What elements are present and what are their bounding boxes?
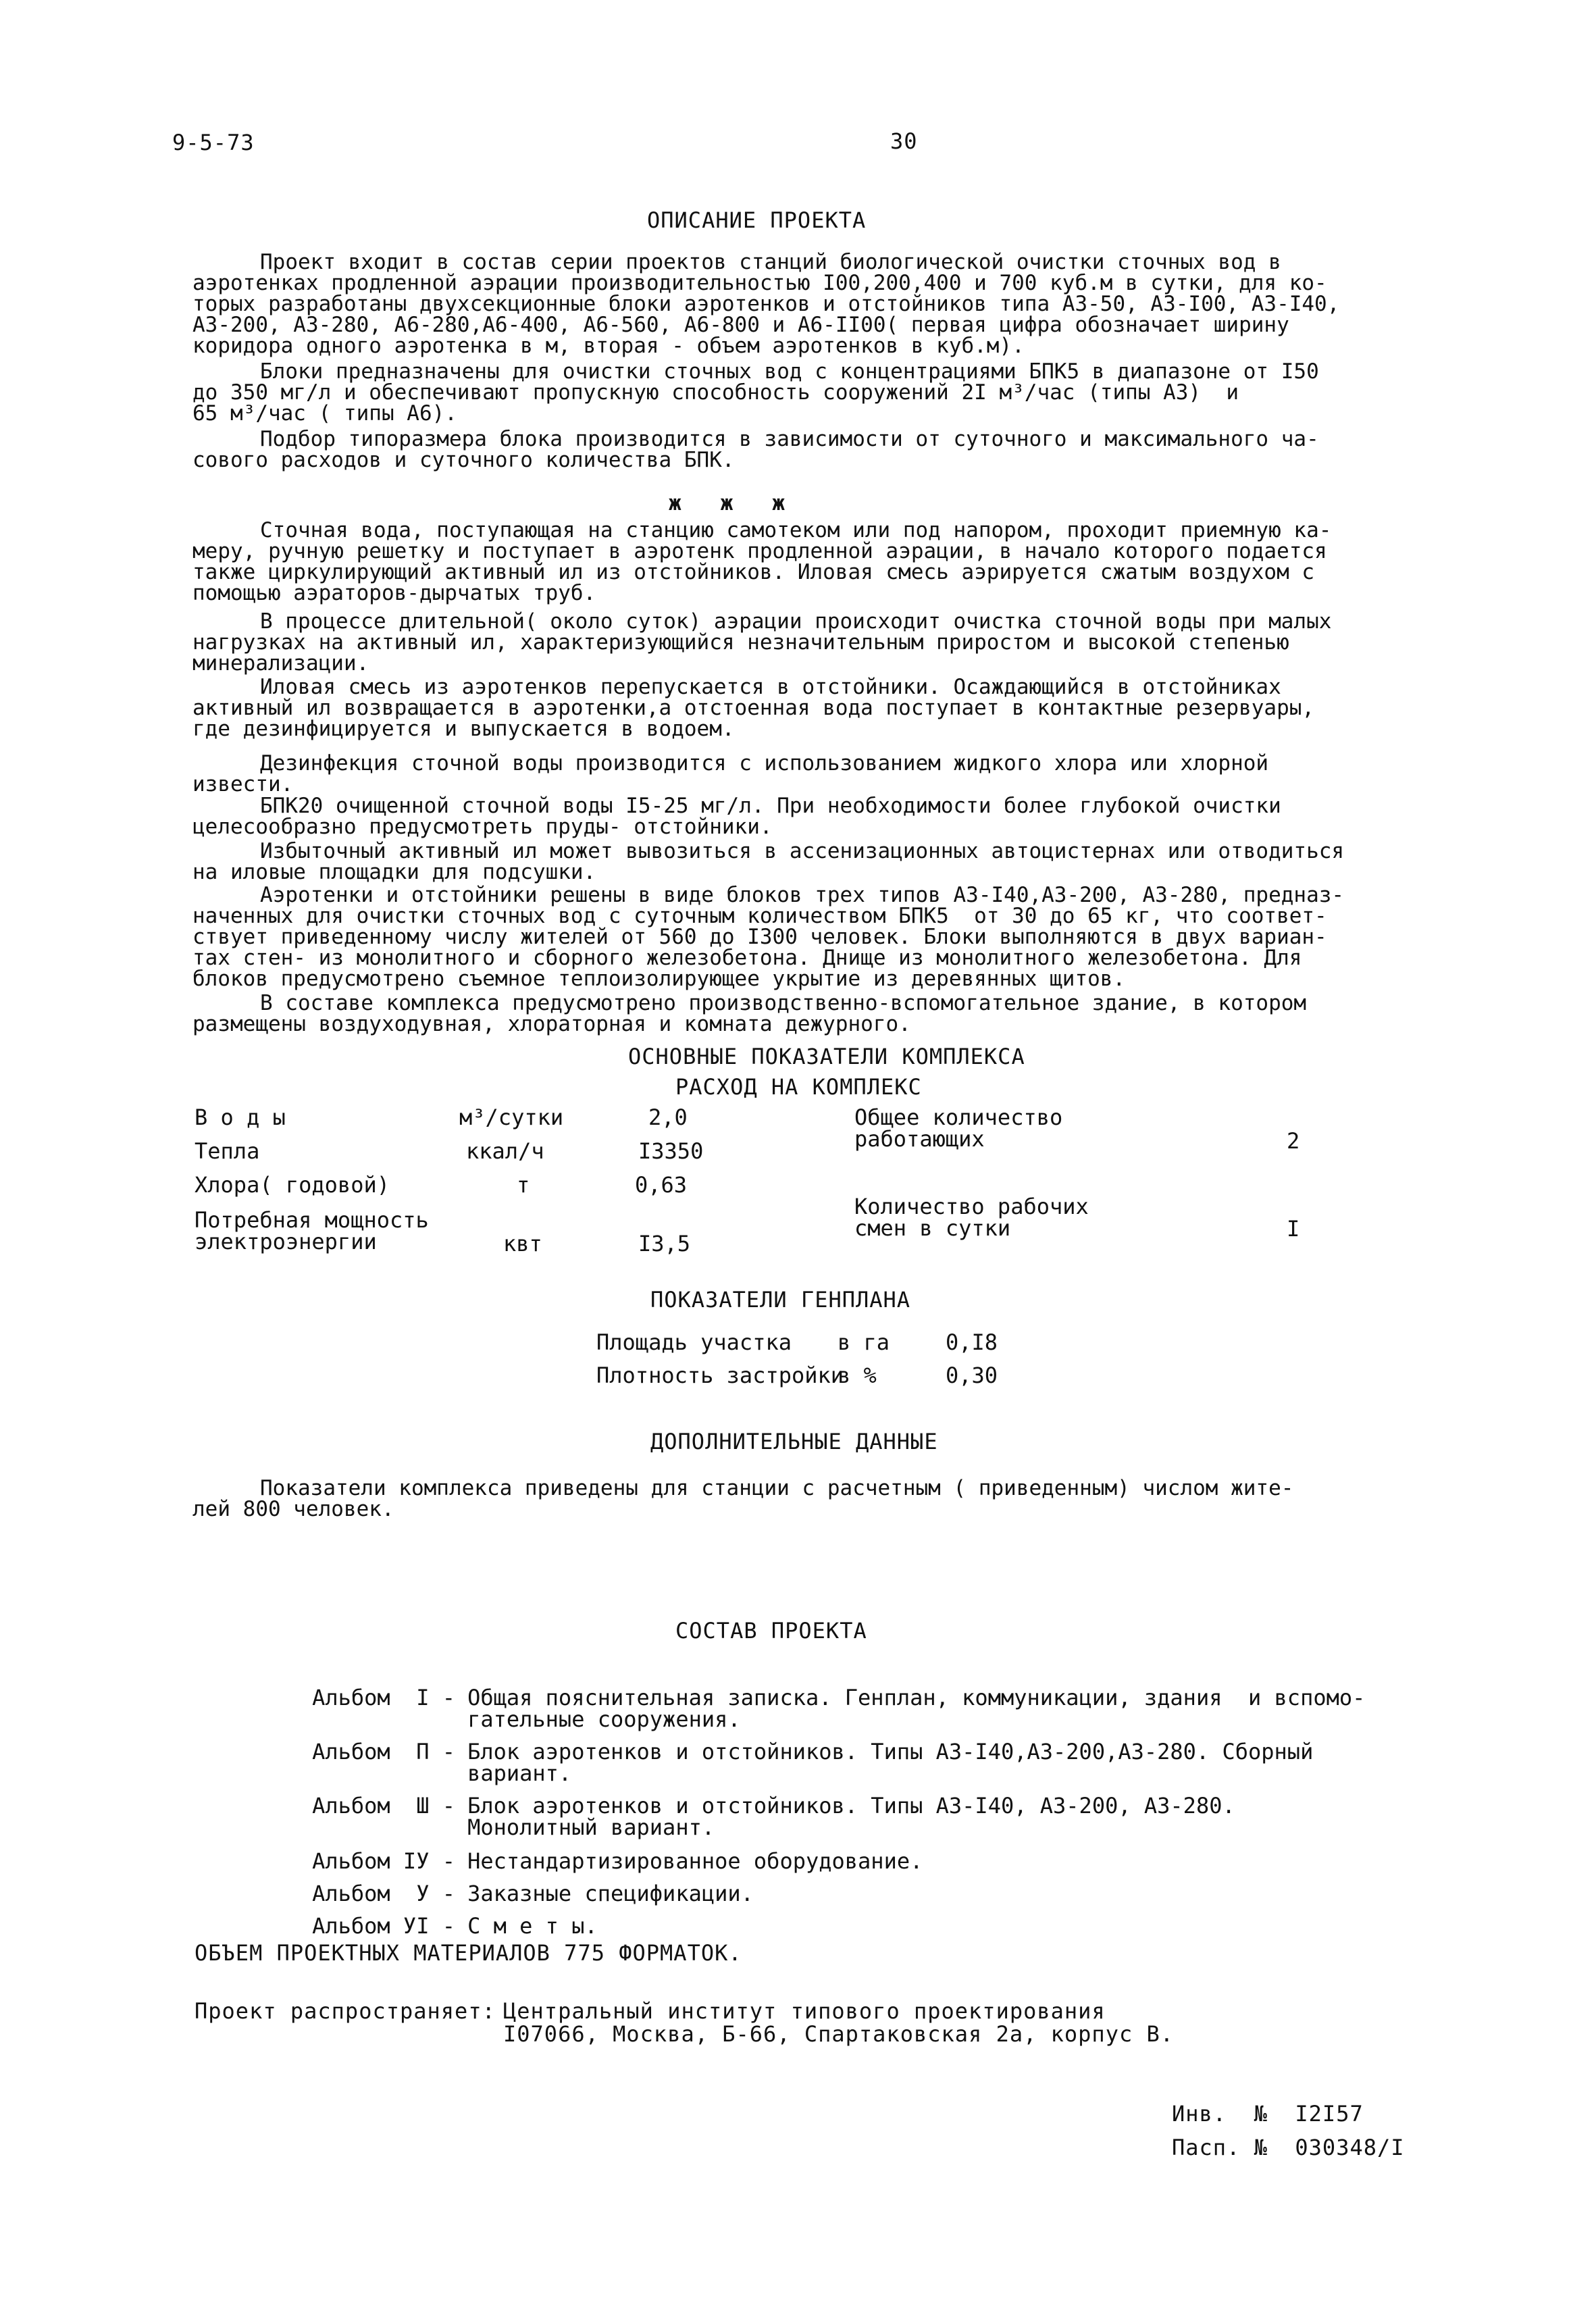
text-line: размещены воздуходувная, хлораторная и комната дежурного. [192,1012,911,1036]
indicator-unit: ккал/ч [466,1138,544,1164]
passport-number: Пасп. № 030348/I [1172,2135,1405,2160]
additional-text [192,1478,1428,1520]
text-line: Блоки предназначены для очистки сточных вод с концентрациями БПК5 в диапазоне от I50 [260,359,1319,384]
distributor-name: Центральный институт типового проектирования [503,1998,1106,2024]
indicator-unit: квт [503,1231,542,1256]
text-line: лей 800 человек. [192,1497,394,1521]
text-line: сового расходов и суточного количества БПК. [192,448,735,472]
text-line: Аэротенки и отстойники решены в виде блоков трех типов А3-I40,А3-200, А3-280, предназ- [260,883,1345,907]
text-line: извести. [192,772,294,796]
text-line: БПК20 очищенной сточной воды I5-25 мг/л. При необходимости более глубокой очистки [260,794,1281,818]
indicator-name: Тепла [195,1138,260,1164]
paragraph-8 [192,796,1428,838]
text-line: тах стен- из монолитного и сборного железобетона. Днище из монолитного железобетона. Для [192,946,1302,970]
text-line: где дезинфицируется и выпускается в водоем. [192,717,735,741]
text-line: наченных для очистки сточных вод с суточным количеством БПК5 от 30 до 65 кг, что соответ- [192,904,1327,928]
indicator-name: Потребная мощность электроэнергии [195,1207,429,1254]
album-text: Блок аэротенков и отстойников. Типы А3-I40, А3-200, А3-280. Монолитный вариант. [467,1793,1235,1840]
indicator-name: Общее количество работающих [854,1104,1063,1152]
text-line: на иловые площадки для подсушки. [192,860,596,884]
indicator-name: В о д ы [195,1104,286,1130]
distributor-address: I07066, Москва, Б-66, Спартаковская 2а, корпус В. [503,2021,1175,2047]
text-line: помощью аэраторов-дырчатых труб. [192,581,596,605]
text-line: ствует приведенному числу жителей от 560 до I300 человек. Блоки выполняются в двух вариан- [192,925,1327,949]
indicator-value: 2 [1287,1128,1300,1154]
text-line: 65 м³/час ( типы А6). [192,401,457,426]
text-line: Иловая смесь из аэротенков перепускается в отстойники. Осаждающийся в отстойниках [260,675,1281,699]
indicator-value: I3350 [638,1138,704,1164]
text-line: В процессе длительной( около суток) аэрации происходит очистка сточной воды при малых [260,609,1332,634]
text-line: минерализации. [192,651,369,676]
album-label: Альбом УI - [312,1913,455,1939]
indicator-value: I [1287,1216,1300,1242]
paragraph-10 [192,885,1428,990]
indicator-unit: м³/сутки [459,1104,564,1130]
indicators-title: ОСНОВНЫЕ ПОКАЗАТЕЛИ КОМПЛЕКСА [628,1044,1025,1069]
text-line: аэротенках продленной аэрации производительностью I00,200,400 и 700 куб.м в сутки, для ко- [192,271,1327,295]
text-line: Дезинфекция сточной воды производится с использованием жидкого хлора или хлорной [260,751,1269,776]
text-line: Подбор типоразмера блока производится в зависимости от суточного и максимального ча- [260,427,1319,451]
inventory-number: Инв. № I2I57 [1172,2101,1364,2127]
distributor-label: Проект распространяет: [195,1998,496,2024]
document-code: 9-5-73 [172,130,255,155]
genplan-name: Площадь участка [596,1329,792,1355]
paragraph-11 [192,993,1428,1035]
paragraph-7 [192,753,1428,795]
text-line: активный ил возвращается в аэротенки,а отстоенная вода поступает в контактные резервуары, [192,696,1315,720]
paragraph-3 [192,429,1428,471]
separator: ж ж ж [669,491,786,515]
page-number: 30 [890,128,918,154]
album-text: Блок аэротенков и отстойников. Типы А3-I40,А3-200,А3-280. Сборный вариант. [467,1739,1314,1786]
text-line: В составе комплекса предусмотрено производственно-вспомогательное здание, в котором [260,991,1307,1015]
genplan-unit: в % [838,1363,877,1388]
album-text: Нестандартизированное оборудование. [467,1848,923,1874]
album-label: Альбом П - [312,1739,455,1764]
paragraph-1 [192,252,1428,357]
album-text: С м е т ы. [467,1913,598,1939]
genplan-unit: в га [838,1329,890,1355]
text-line: меру, ручную решетку и поступает в аэротенк продленной аэрации, в начало которого подается [192,539,1327,563]
album-text: Общая пояснительная записка. Генплан, коммуникации, здания и вспомо- гательные сооружения. [467,1685,1366,1732]
album-text: Заказные спецификации. [467,1881,754,1906]
genplan-title: ПОКАЗАТЕЛИ ГЕНПЛАНА [650,1287,911,1313]
text-line: коридора одного аэротенка в м, вторая - объем аэротенков в куб.м). [192,334,1025,358]
album-label: Альбом Ш - [312,1793,455,1819]
volume-note: ОБЪЕМ ПРОЕКТНЫХ МАТЕРИАЛОВ 775 ФОРМАТОК. [195,1940,742,1966]
indicators-subtitle: РАСХОД НА КОМПЛЕКС [675,1074,922,1100]
indicator-unit: т [517,1172,530,1198]
text-line: А3-200, А3-280, А6-280,А6-400, А6-560, А6-800 и А6-II00( первая цифра обозначает ширину [192,313,1289,337]
additional-title: ДОПОЛНИТЕЛЬНЫЕ ДАННЫЕ [650,1429,938,1454]
paragraph-6 [192,677,1428,740]
paragraph-2 [192,361,1428,424]
paragraph-5 [192,611,1428,674]
text-line: Сточная вода, поступающая на станцию самотеком или под напором, проходит приемную ка- [260,518,1332,542]
text-line: до 350 мг/л и обеспечивают пропускную способность сооружений 2I м³/час (типы А3) и [192,380,1239,405]
text-line: нагрузках на активный ил, характеризующийся незначительным приростом и высокой степенью [192,630,1289,655]
indicator-value: I3,5 [638,1231,691,1256]
indicator-name: Количество рабочих смен в сутки [854,1194,1089,1241]
genplan-value: 0,I8 [946,1329,998,1355]
text-line: торых разработаны двухсекционные блоки аэротенков и отстойников типа А3-50, А3-I00, А3-I40, [192,292,1340,316]
paragraph-4 [192,520,1428,604]
paragraph-9 [192,841,1428,883]
indicator-value: 2,0 [648,1104,688,1130]
genplan-name: Плотность застройки [596,1363,844,1388]
album-label: Альбом IУ - [312,1848,455,1874]
album-label: Альбом I - [312,1685,455,1710]
text-line: Проект входит в состав серии проектов станций биологической очистки сточных вод в [260,250,1281,274]
indicator-value: 0,63 [635,1172,688,1198]
text-line: Показатели комплекса приведены для станции с расчетным ( приведенным) числом жите- [260,1476,1294,1500]
composition-title: СОСТАВ ПРОЕКТА [675,1618,867,1644]
genplan-value: 0,30 [946,1363,998,1388]
album-label: Альбом У - [312,1881,455,1906]
text-line: целесообразно предусмотреть пруды- отстойники. [192,815,773,839]
description-title: ОПИСАНИЕ ПРОЕКТА [647,207,867,233]
text-line: Избыточный активный ил может вывозиться в ассенизационных автоцистернах или отводиться [260,839,1345,863]
text-line: блоков предусмотрено съемное теплоизолирующее укрытие из деревянных щитов. [192,967,1126,991]
indicator-name: Хлора( годовой) [195,1172,390,1198]
text-line: также циркулирующий активный ил из отстойников. Иловая смесь аэрируется сжатым воздухом с [192,560,1315,584]
